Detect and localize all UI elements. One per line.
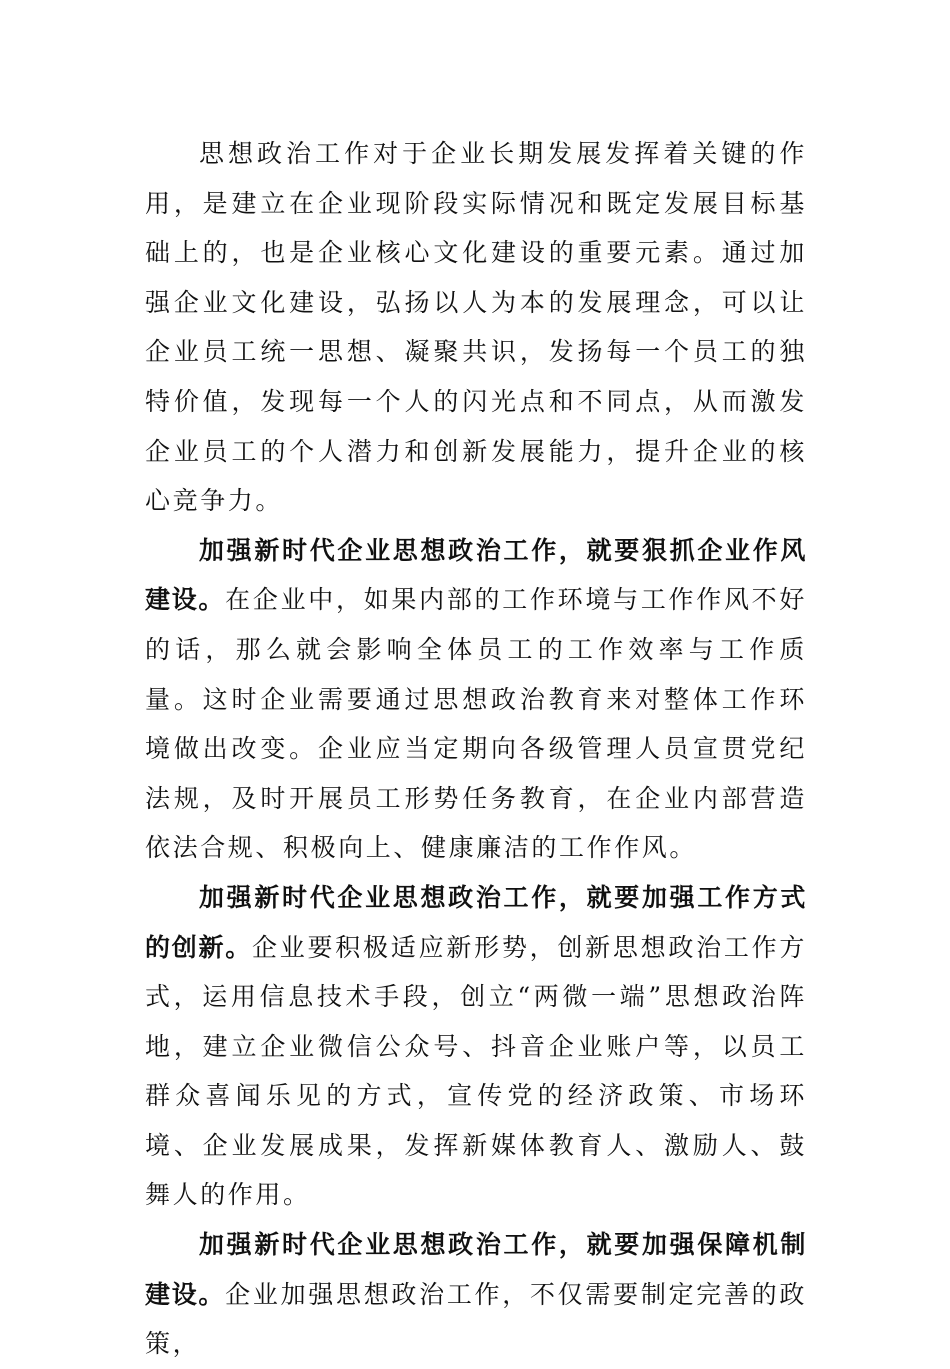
paragraph-3-body: 企业要积极适应新形势，创新思想政治工作方式，运用信息技术手段，创立“两微一端”思想政治阵地，建立企业微信公众号、抖音企业账户等，以员工群众喜闻乐见的方式，宣传党的经济政策、市场环境、企业发展成果，发挥新媒体教育人、激励人、鼓舞人的作用。 — [145, 932, 807, 1210]
paragraph-2-body: 在企业中，如果内部的工作环境与工作作风不好的话，那么就会影响全体员工的工作效率与工作质量。这时企业需要通过思想政治教育来对整体工作环境做出改变。企业应当定期向各级管理人员宣贯党纪法规，及时开展员工形势任务教育，在企业内部营造依法合规、积极向上、健康廉洁的工作作风。 — [145, 585, 807, 863]
document-body — [145, 129, 807, 1369]
paragraph-4-body: 企业加强思想政治工作，不仅需要制定完善的政策， — [145, 1279, 807, 1359]
paragraph-2-lead: 加强新时代企业思想政治工作，就要狠抓企业作风建设。 — [145, 535, 807, 615]
paragraph-2 — [145, 526, 807, 873]
paragraph-4 — [145, 1220, 807, 1369]
paragraph-1-body: 思想政治工作对于企业长期发展发挥着关键的作用，是建立在企业现阶段实际情况和既定发展目标基础上的，也是企业核心文化建设的重要元素。通过加强企业文化建设，弘扬以人为本的发展理念，可以让企业员工统一思想、凝聚共识，发扬每一个员工的独特价值，发现每一个人的闪光点和不同点，从而激发企业员工的个人潜力和创新发展能力，提升企业的核心竞争力。 — [145, 139, 807, 516]
paragraph-1 — [145, 129, 807, 526]
paragraph-3 — [145, 873, 807, 1220]
paragraph-3-lead: 加强新时代企业思想政治工作，就要加强工作方式的创新。 — [145, 882, 807, 962]
paragraph-4-lead: 加强新时代企业思想政治工作，就要加强保障机制建设。 — [145, 1230, 807, 1309]
